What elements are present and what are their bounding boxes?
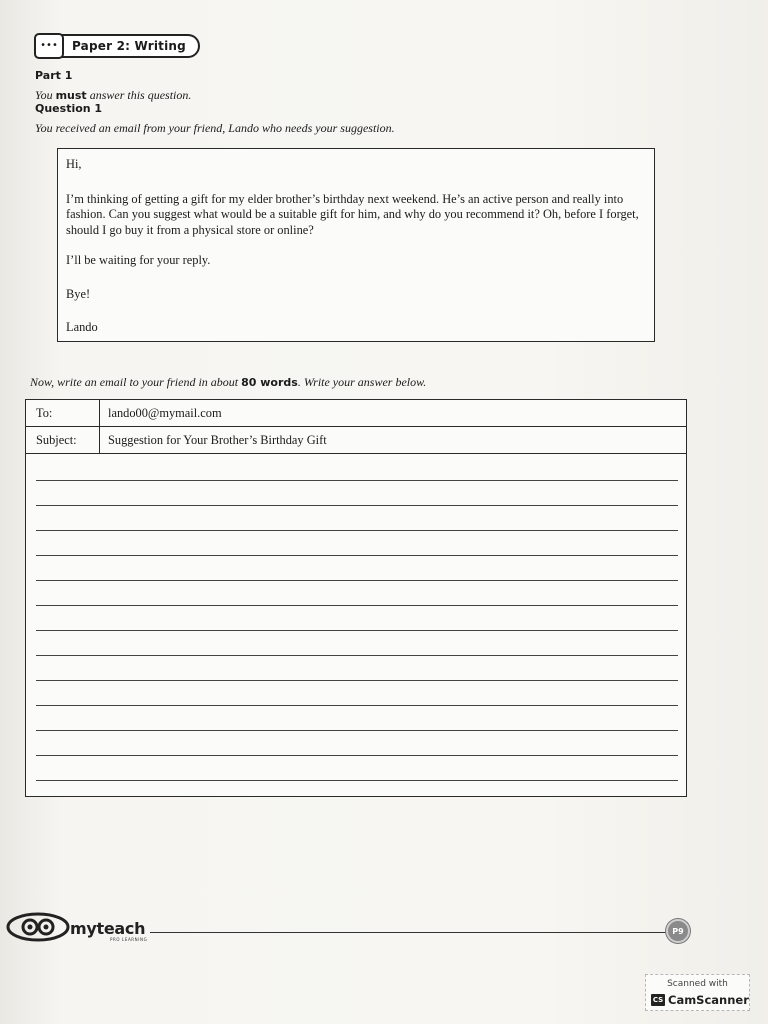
to-row <box>26 400 686 427</box>
brand-tagline: PRO LEARNING <box>110 937 148 942</box>
to-field[interactable]: lando00@mymail.com <box>108 406 222 420</box>
word-count: 80 words <box>241 376 298 389</box>
paper-title: Paper 2: Writing <box>58 34 200 58</box>
instruction-prefix: Now, write an email to your friend in about <box>30 375 242 389</box>
email-greeting: Hi, <box>66 157 82 171</box>
brand-name: myteach <box>70 919 146 938</box>
must-note-strong: must <box>55 89 87 102</box>
email-signature: Lando <box>66 320 98 334</box>
answer-line[interactable] <box>36 505 678 506</box>
part-heading: Part 1 <box>35 69 73 82</box>
subject-label: Subject: <box>26 427 100 453</box>
page-number: P9 <box>666 919 690 943</box>
subject-field[interactable]: Suggestion for Your Brother’s Birthday Gift <box>108 433 327 447</box>
writing-instruction <box>30 375 426 390</box>
subject-row <box>26 427 686 454</box>
scanner-caption: Scanned with <box>667 979 728 989</box>
answer-line[interactable] <box>36 730 678 731</box>
myteach-logo-icon <box>6 912 70 942</box>
question-heading: Question 1 <box>35 102 103 115</box>
to-label: To: <box>26 400 100 426</box>
footer-rule <box>150 932 670 933</box>
answer-line[interactable] <box>36 605 678 606</box>
answer-line[interactable] <box>36 780 678 781</box>
must-note-prefix: You <box>35 88 56 102</box>
page-footer <box>6 908 696 948</box>
answer-writing-area[interactable] <box>26 454 686 796</box>
scanner-watermark <box>645 974 750 1011</box>
paper-badge <box>34 33 200 59</box>
answer-line[interactable] <box>36 705 678 706</box>
must-note-suffix: answer this question. <box>86 88 192 102</box>
camscanner-logo-icon: CS <box>652 996 664 1004</box>
email-body: I’m thinking of getting a gift for my elder brother’s birthday next weekend. He’s an active person and really into fashion. Can you suggest what would be a suitable gift for him, and why do you recommend it? Oh, before I forget, should I go buy it from a physical store or online? <box>66 191 639 237</box>
scanner-brand: CamScanner <box>668 993 749 1007</box>
must-answer-note <box>35 88 191 103</box>
received-email <box>57 148 655 342</box>
answer-line[interactable] <box>36 555 678 556</box>
answer-line[interactable] <box>36 680 678 681</box>
email-closing-line: I’ll be waiting for your reply. <box>66 253 211 267</box>
pointer-hand-icon: ••• <box>34 33 64 59</box>
answer-line[interactable] <box>36 755 678 756</box>
instruction-suffix: . Write your answer below. <box>297 375 427 389</box>
answer-line[interactable] <box>36 480 678 481</box>
answer-line[interactable] <box>36 655 678 656</box>
answer-line[interactable] <box>36 630 678 631</box>
email-bye: Bye! <box>66 286 91 301</box>
question-intro: You received an email from your friend, Lando who needs your suggestion. <box>35 121 395 135</box>
answer-form <box>25 399 687 797</box>
answer-line[interactable] <box>36 580 678 581</box>
answer-line[interactable] <box>36 530 678 531</box>
